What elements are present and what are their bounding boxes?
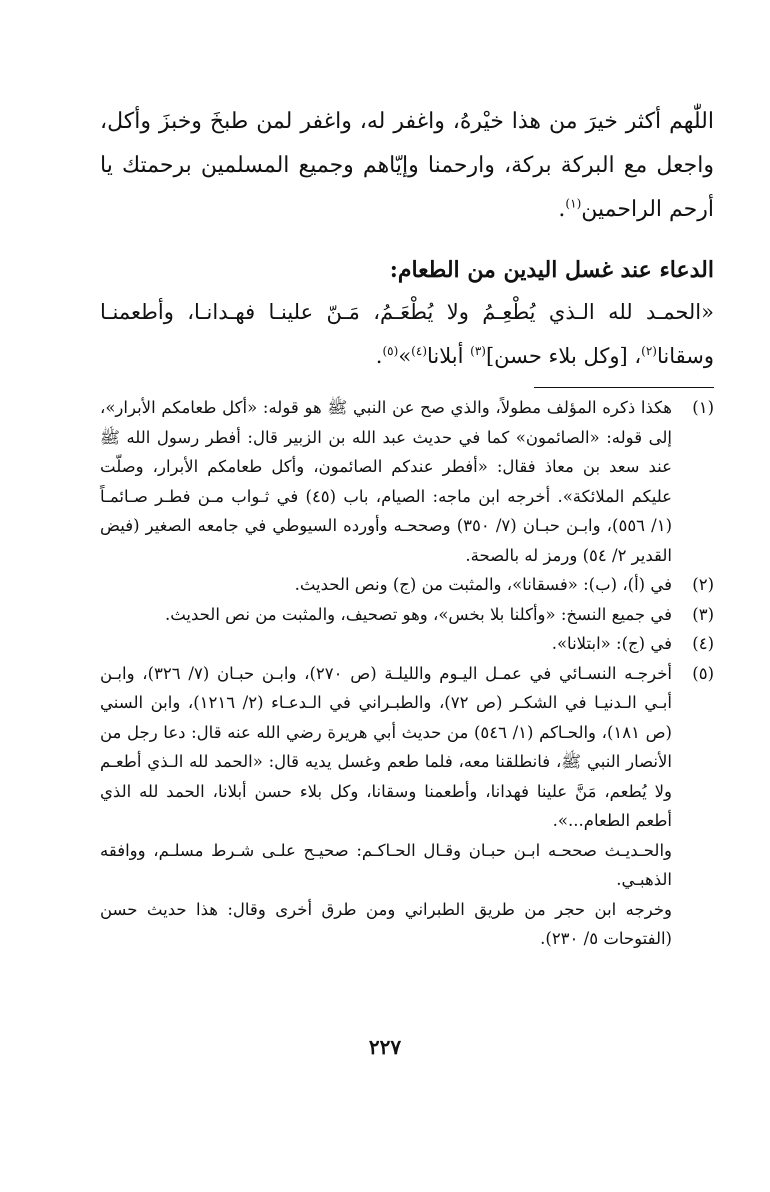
main-paragraph-text: اللّٰهم أكثر خيرَ من هذا خيْرهُ، واغفر له، واغفر لمن طبخَ وخبزَ وأكل، واجعل مع البركة بركة، وارحمنا وإيّاهم وجميع المسلمين برحمتك يا أرحم الراحمين [100,109,714,222]
dua-part-2: ، [وكل بلاء حسن] [485,344,642,368]
dua-part-4: » [398,344,412,368]
footnote-text [100,600,672,630]
footnotes [100,393,714,954]
footnote-paragraph: وخرجه ابن حجر من طريق الطبراني ومن طرق أخرى وقال: هذا حديث حسن (الفتوحات ٥/ ٢٣٠). [100,899,672,948]
footnote-paragraph: في (ج): «ابتلانا». [551,634,672,653]
footnote-2 [100,570,714,600]
footnote-ref-2[interactable]: (٢) [641,344,657,358]
footnote-paragraph: والحـديـث صححـه ابـن حبـان وقـال الحـاكـم: صحيـح علـى شـرط مسلـم، ووافقه الذهبـي. [100,840,672,889]
main-paragraph-end: . [558,197,566,222]
footnote-ref-5[interactable]: (٥) [382,344,399,358]
dua-end: . [375,344,383,368]
footnote-paragraph: هكذا ذكره المؤلف مطولاً، والذي صح عن النبي ﷺ هو قوله: «أكل طعامكم الأبرار»، إلى قوله: «الصائمون» كما في حديث عبد الله بن الزبير قال: أفطر رسول الله ﷺ عند سعد بن معاذ فقال: «أفطر عندكم الصائمون، وأكل طعامكم الأبرار، وصلّت عليكم الملائكة». أخرجه ابن ماجه: الصيام، باب (٤٥) في ثـواب مـن فطـر صـائمـاً (١/ ٥٥٦)، وابـن حبـان (٧/ ٣٥٠) وصححـه وأورده السيوطي في جامعه الصغير (فيض القدير ٢/ ٥٤) ورمز له بالصحة. [100,398,673,565]
footnote-text [100,659,672,954]
footnote-number: (٢) [692,575,714,594]
footnote-paragraph: أخرجـه النسـائي في عمـل اليـوم والليلـة (ص ٢٧٠)، وابـن حبـان (٧/ ٣٢٦)، وابـن أبـي الـدنيـا في الشكـر (ص ٧٢)، والطبـراني في الـدعـاء (٢/ ١٢١٦)، وابن السني (ص ١٨١)، والحـاكم (١/ ٥٤٦) من حديث أبي هريرة رضي الله عنه قال: دعا رجل من الأنصار النبي ﷺ، فانطلقنا معه، فلما طعم وغسل يديه قال: «الحمد لله الـذي أطعـم ولا يُطعم، مَنَّ علينا فهدانا، وأطعمنا وسقانا، وكل بلاء حسن أبلانا، الحمد لله الذي أطعم الطعام...». [100,663,672,830]
footnote-ref-4[interactable]: (٤) [411,344,427,358]
dua-text [100,290,714,378]
section-heading: الدعاء عند غسل اليدين من الطعام: [389,257,714,283]
footnote-4 [100,629,714,659]
dua-part-3: أبلانا [427,344,471,368]
footnote-text [100,393,672,570]
footnote-number: (٤) [692,634,714,653]
footnote-ref-3[interactable]: (٣) [470,344,486,358]
footnote-text [100,570,672,600]
footnote-number: (٣) [692,604,714,624]
footnote-5 [100,659,714,954]
footnote-paragraph: في (أ)، (ب): «فسقانا»، والمثبت من (ج) ونص الحديث. [294,575,672,594]
footnote-divider [534,387,714,388]
footnote-3 [100,600,714,630]
page-number: ٢٢٧ [368,1035,402,1059]
footnote-number: (٥) [692,663,714,683]
dua-part-1: «الحمـد لله الـذي يُطْعِـمُ ولا يُطْعَـمُ، مَـنّ علينـا فهـدانـا، وأطعمنـا وسقانا [100,300,714,368]
footnote-paragraph: في جميع النسخ: «وأكلنا بلا بخس»، وهو تصحيف، والمثبت من نص الحديث. [164,604,672,624]
main-paragraph [100,100,714,232]
footnote-text [100,629,672,659]
footnote-1 [100,393,714,570]
footnote-number: (١) [692,398,714,417]
footnote-ref-1[interactable]: (١) [565,196,582,211]
main-text [100,100,714,232]
